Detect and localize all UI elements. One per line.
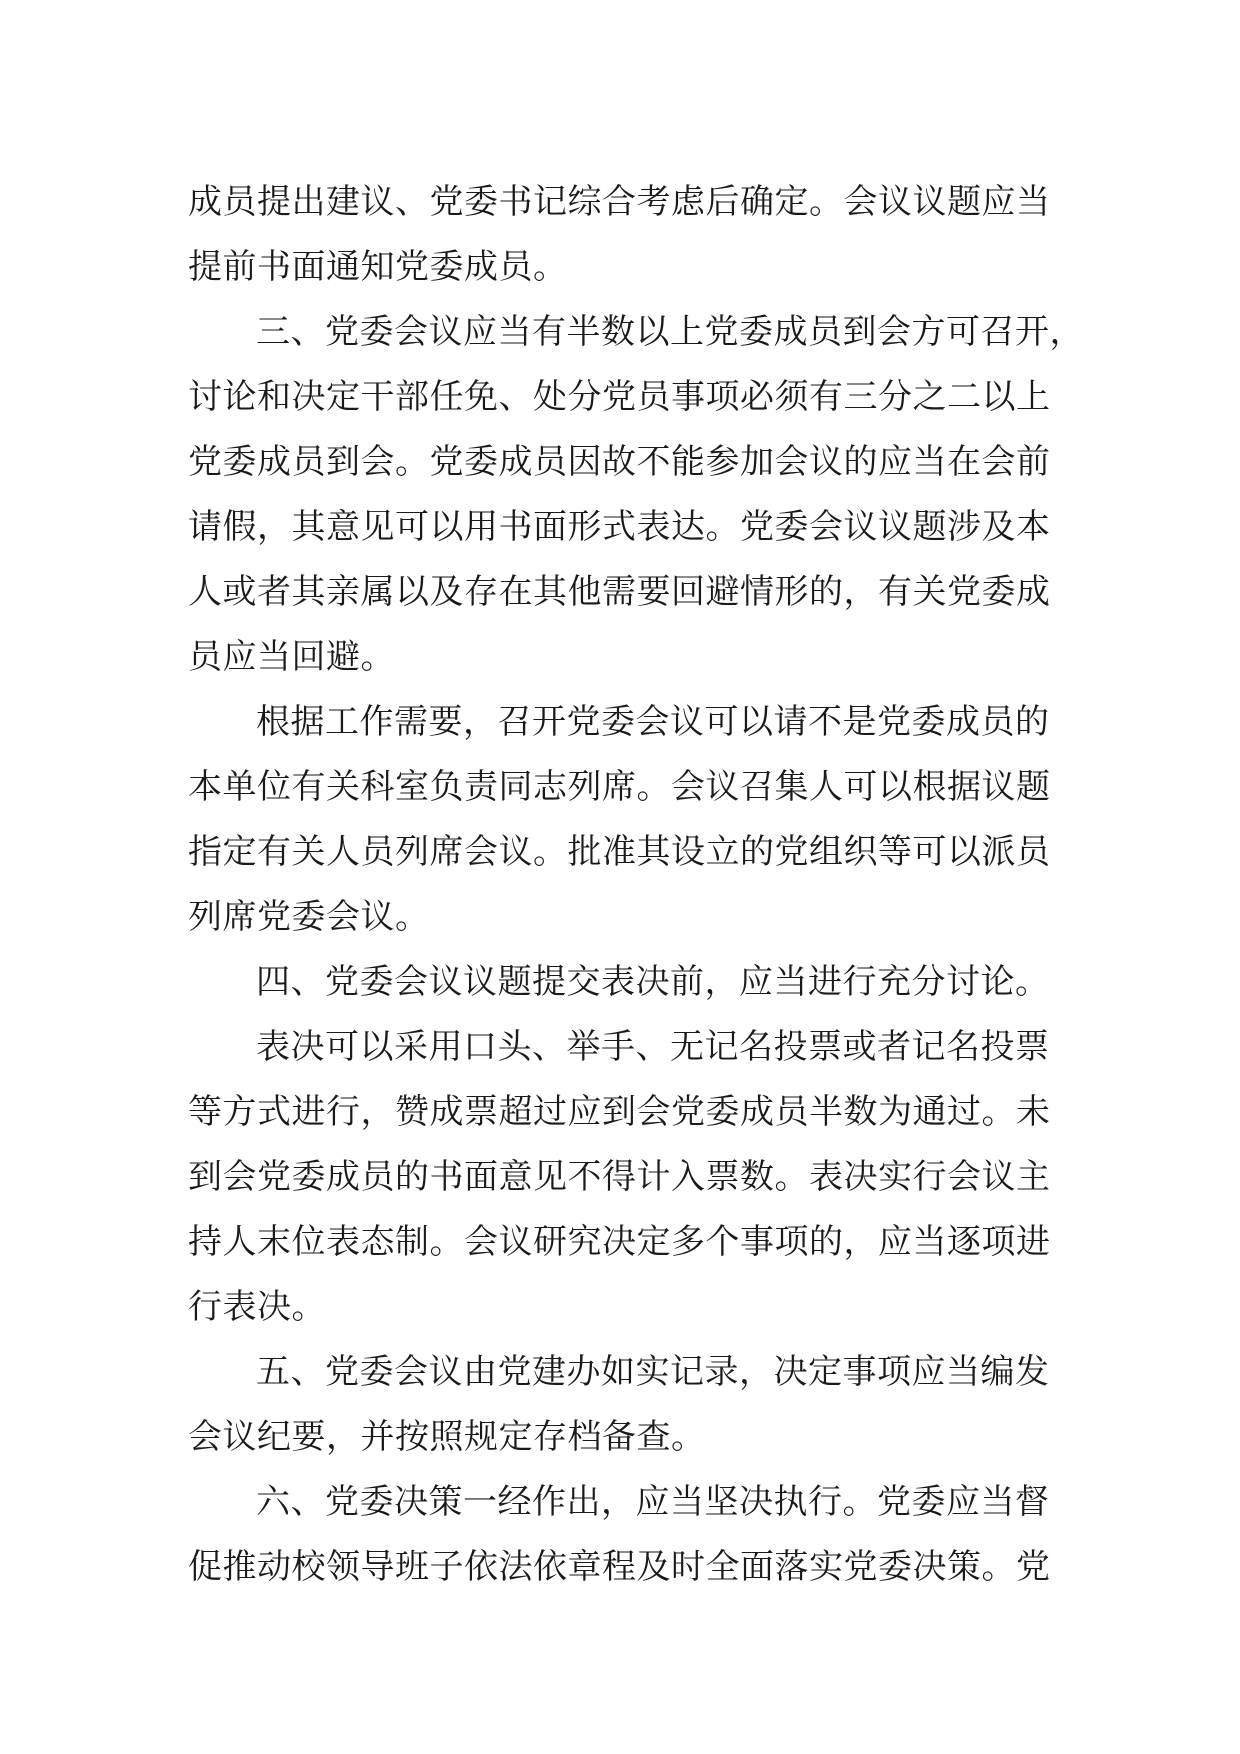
paragraph-start-line: 五、党委会议由党建办如实记录，决定事项应当编发	[256, 1352, 1050, 1392]
text-line: 人或者其亲属以及存在其他需要回避情形的，有关党委成	[188, 572, 1051, 612]
text-line: 等方式进行，赞成票超过应到会党委成员半数为通过。未	[188, 1092, 1051, 1132]
text-line: 会议纪要，并按照规定存档备查。	[188, 1417, 706, 1457]
text-line: 请假，其意见可以用书面形式表达。党委会议议题涉及本	[188, 507, 1051, 547]
text-line: 员应当回避。	[188, 637, 395, 677]
text-line: 到会党委成员的书面意见不得计入票数。表决实行会议主	[188, 1157, 1051, 1197]
text-line: 讨论和决定干部任免、处分党员事项必须有三分之二以上	[188, 377, 1051, 417]
paragraph-start-line: 表决可以采用口头、举手、无记名投票或者记名投票	[256, 1027, 1050, 1067]
text-line: 指定有关人员列席会议。批准其设立的党组织等可以派员	[188, 832, 1051, 872]
paragraph-start-line: 六、党委决策一经作出，应当坚决执行。党委应当督	[256, 1482, 1050, 1522]
text-line: 列席党委会议。	[188, 897, 430, 937]
text-line: 促推动校领导班子依法依章程及时全面落实党委决策。党	[188, 1547, 1051, 1587]
text-line: 党委成员到会。党委成员因故不能参加会议的应当在会前	[188, 442, 1051, 482]
paragraph-start-line: 根据工作需要，召开党委会议可以请不是党委成员的	[256, 702, 1050, 742]
body-text	[188, 170, 1088, 1600]
text-line: 成员提出建议、党委书记综合考虑后确定。会议议题应当	[188, 182, 1051, 222]
paragraph-start-line: 四、党委会议议题提交表决前，应当进行充分讨论。	[256, 962, 1050, 1002]
text-line: 提前书面通知党委成员。	[188, 247, 568, 287]
paragraph-start-line: 三、党委会议应当有半数以上党委成员到会方可召开，	[256, 312, 1084, 352]
text-line: 本单位有关科室负责同志列席。会议召集人可以根据议题	[188, 767, 1051, 807]
text-line: 持人末位表态制。会议研究决定多个事项的，应当逐项进	[188, 1222, 1051, 1262]
text-line: 行表决。	[188, 1287, 326, 1327]
